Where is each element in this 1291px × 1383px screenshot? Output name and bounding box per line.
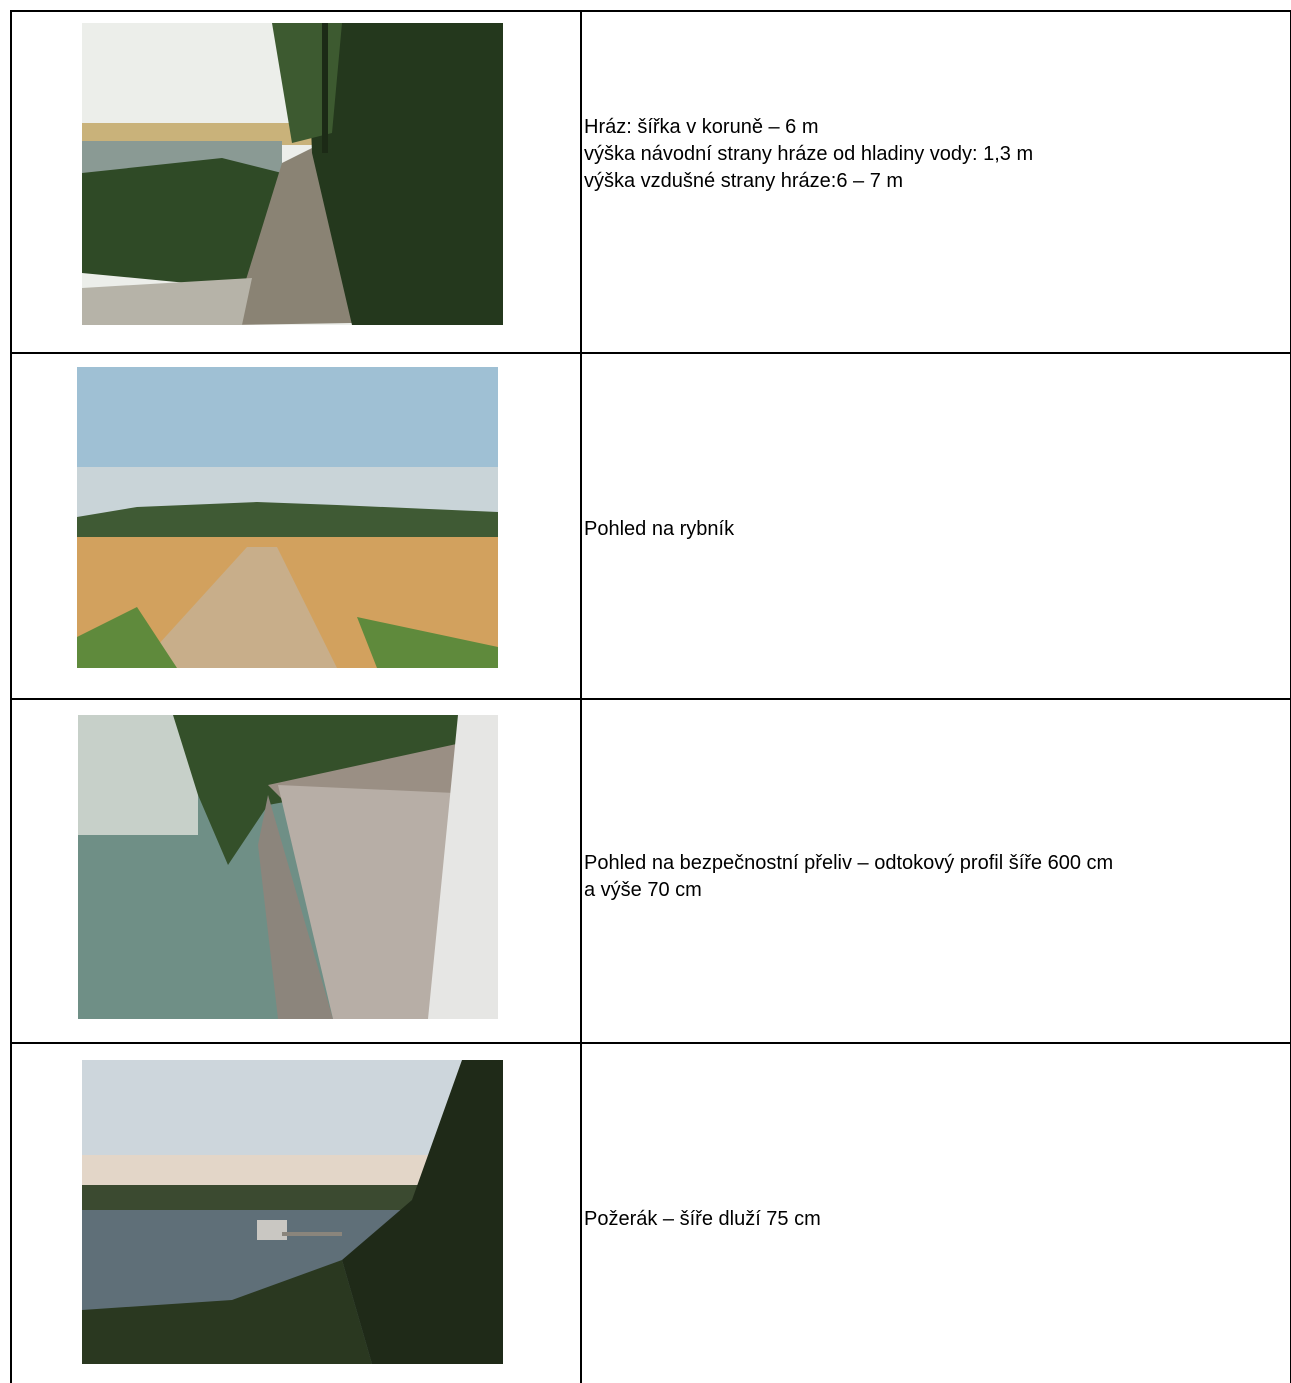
field-path-photo [77, 367, 498, 668]
row-divider [10, 698, 1291, 700]
row-divider [10, 1042, 1291, 1044]
spillway-photo [78, 715, 498, 1019]
caption-outlet [584, 1206, 821, 1233]
pond-outlet-photo [82, 1060, 503, 1364]
row-divider [10, 352, 1291, 354]
caption-line: výška návodní strany hráze od hladiny vody: 1,3 m [584, 143, 1034, 165]
caption-line: a výše 70 cm [584, 879, 702, 901]
caption-pond-view [584, 516, 734, 543]
caption-line: Požerák – šíře dluží 75 cm [584, 1208, 821, 1230]
caption-dam [584, 114, 1033, 195]
column-divider [580, 10, 582, 1383]
caption-line: Pohled na bezpečnostní přeliv – odtokový profil šíře 600 cm [584, 852, 1114, 874]
caption-spillway [584, 850, 1113, 904]
caption-line: Hráz: šířka v koruně – 6 m [584, 116, 819, 138]
dam-road-photo [82, 23, 503, 325]
caption-line: Pohled na rybník [584, 518, 735, 540]
caption-line: výška vzdušné strany hráze:6 – 7 m [584, 170, 904, 192]
